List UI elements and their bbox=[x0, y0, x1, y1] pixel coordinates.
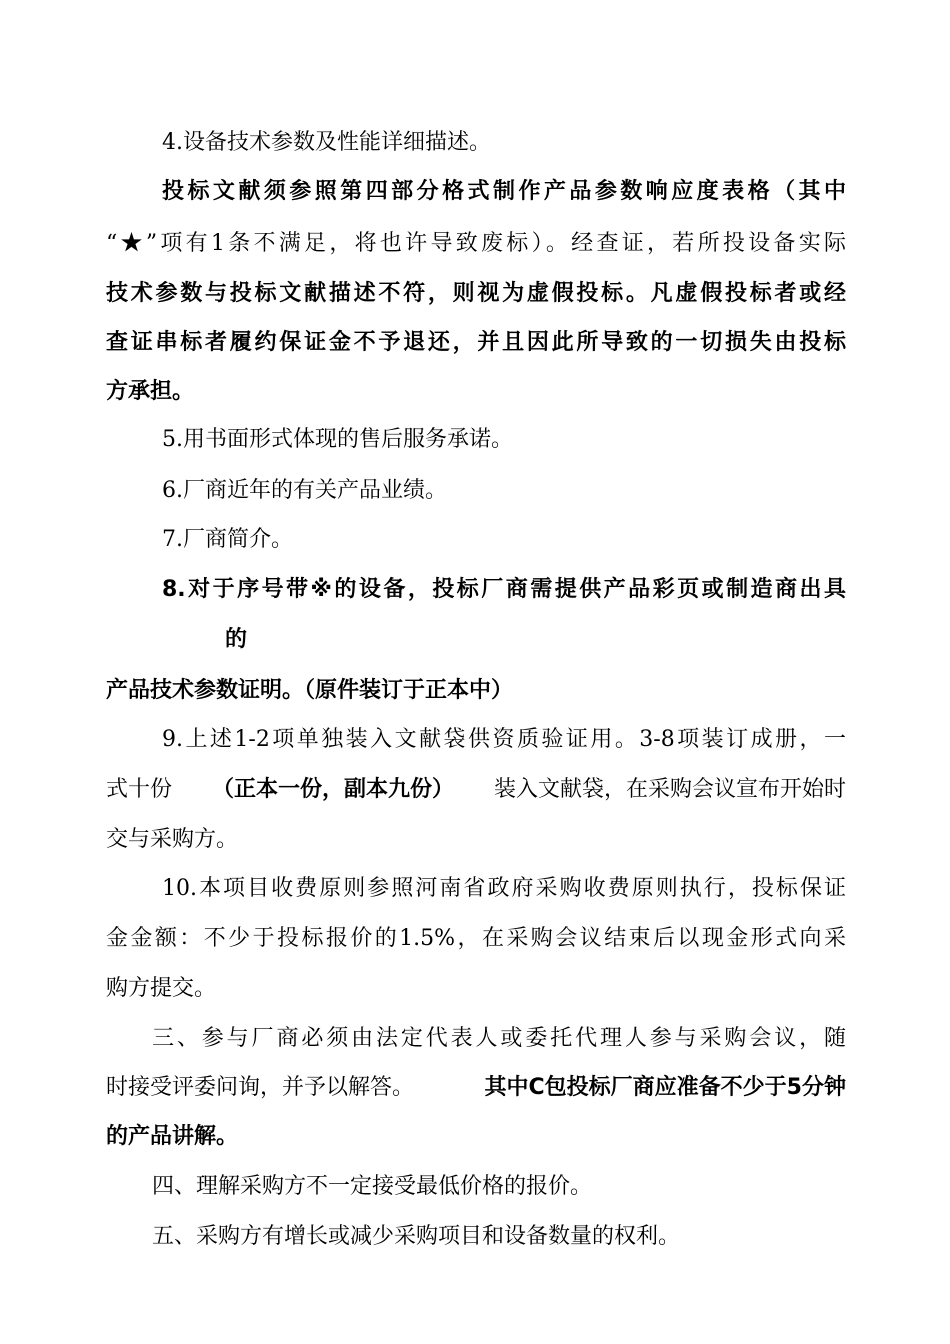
item-10-line-3: 购方提交。 bbox=[106, 976, 217, 1001]
item-9-text-c: 装入文献袋，在采购会议宣布开始时 bbox=[493, 777, 846, 802]
item-5: 5.用书面形式体现的售后服务承诺。 bbox=[162, 427, 513, 452]
item-4-note-line-1: 投标文献须参照第四部分格式制作产品参数响应度表格（其中 bbox=[162, 179, 846, 204]
item-8-line-1: 8.对于序号带※的设备，投标厂商需提供产品彩页或制造商出具 bbox=[162, 577, 846, 602]
item-9-line-1: 9.上述1-2项单独装入文献袋供资质验证用。3-8项装订成册，一 bbox=[162, 727, 846, 752]
section-4: 四、理解采购方不一定接受最低价格的报价。 bbox=[152, 1174, 593, 1199]
section-3-text-a: 时接受评委问询，并予以解答。 bbox=[106, 1075, 415, 1100]
item-9-copies: （正本一份，副本九份） bbox=[211, 777, 454, 802]
item-10-line-1: 10.本项目收费原则参照河南省政府采购收费原则执行，投标保证 bbox=[162, 876, 846, 901]
item-4: 4.设备技术参数及性能详细描述。 bbox=[162, 130, 491, 155]
item-9-line-2 bbox=[106, 775, 846, 805]
item-6: 6.厂商近年的有关产品业绩。 bbox=[162, 478, 447, 503]
section-3-line-1: 三、参与厂商必须由法定代表人或委托代理人参与采购会议，随 bbox=[152, 1026, 846, 1051]
item-9-text-a: 式十份 bbox=[106, 777, 173, 802]
item-9-line-3: 交与采购方。 bbox=[106, 827, 239, 852]
item-8-line-3: 产品技术参数证明。（原件装订于正本中） bbox=[106, 678, 514, 703]
section-3-line-2 bbox=[106, 1073, 846, 1103]
section-3-line-3: 的产品讲解。 bbox=[106, 1124, 239, 1149]
item-4-note-line-3: 技术参数与投标文献描述不符，则视为虚假投标。凡虚假投标者或经 bbox=[106, 281, 846, 306]
item-4-note-line-5: 方承担。 bbox=[106, 379, 195, 404]
section-5: 五、采购方有增长或减少采购项目和设备数量的权利。 bbox=[152, 1224, 681, 1249]
item-7: 7.厂商简介。 bbox=[162, 527, 293, 552]
item-4-note-line-2: “★”项有1条不满足，将也许导致废标）。经查证，若所投设备实际 bbox=[106, 231, 846, 256]
item-4-note-line-4: 查证串标者履约保证金不予退还，并且因此所导致的一切损失由投标 bbox=[106, 330, 846, 355]
item-10-line-2: 金金额：不少于投标报价的1.5%，在采购会议结束后以现金形式向采 bbox=[106, 926, 846, 951]
item-8-line-2: 的 bbox=[225, 627, 248, 652]
section-3-text-b: 其中C包投标厂商应准备不少于5分钟 bbox=[484, 1075, 846, 1100]
